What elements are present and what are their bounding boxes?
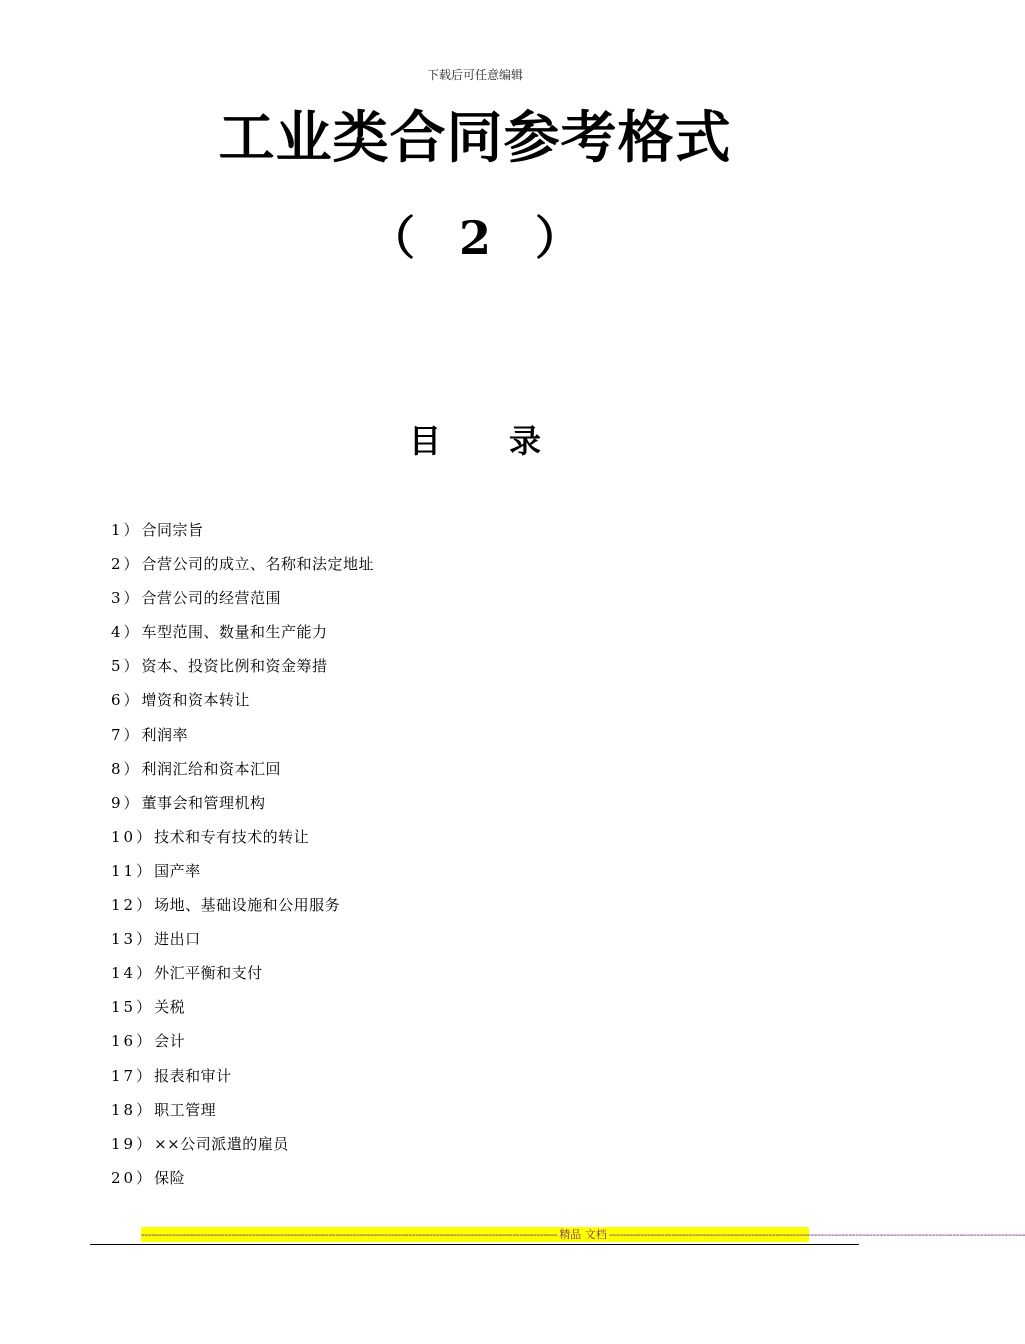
footer-dashes-right: ------------------------------------------------------------------------------------------------------------------------ [608,1228,1025,1241]
document-title: 工业类合同参考格式 [218,105,732,171]
toc-item [111,927,374,961]
toc-item-number: 2） [111,555,142,574]
toc-item [111,1064,374,1098]
toc-item-label: 车型范围、数量和生产能力 [141,623,328,642]
toc-item-number: 10） [111,827,155,846]
toc-item-number: 3） [111,589,142,608]
toc-item-number: 1） [111,521,142,539]
toc-item [111,859,374,893]
toc-item-label: 报表和审计 [154,1066,232,1085]
toc-item-number: 6） [111,691,142,710]
toc-item-number: 18） [111,1100,155,1119]
toc-item-number: 4） [111,623,142,642]
toc-item-number: 16） [111,1032,155,1051]
toc-item-number: 5） [111,657,142,676]
footer-rule [90,1244,859,1245]
header-note: 下载后可任意编辑 [426,68,523,82]
toc-item-label: 保险 [154,1168,186,1187]
toc-item-label: 利润汇给和资本汇回 [141,759,282,778]
toc-item [111,1132,374,1166]
toc-item-label: 进出口 [154,930,201,949]
toc-item-label: 资本、投资比例和资金筹措 [141,657,328,676]
footer-label: 精品 文档 [559,1228,607,1241]
toc-heading [0,418,950,464]
toc-item [111,995,374,1029]
toc-item-label: ××公司派遣的雇员 [154,1134,289,1153]
toc-item [111,1098,374,1132]
toc-item [111,620,374,654]
toc-item-label: 合营公司的经营范围 [141,589,282,608]
toc-item [111,757,374,791]
toc-item-label: 合营公司的成立、名称和法定地址 [141,555,375,574]
toc-item-label: 合同宗旨 [141,521,204,539]
toc-item-number: 12） [111,896,155,915]
toc-item-label: 职工管理 [154,1100,217,1119]
toc-item [111,791,374,825]
subtitle-number: 2 [458,211,491,265]
toc-item-number: 8） [111,759,142,778]
toc-item-label: 利润率 [141,725,189,744]
document-subtitle [0,205,950,271]
toc-item-number: 19） [111,1134,155,1153]
toc-item [111,688,374,722]
toc-item [111,961,374,995]
toc-item-number: 11） [111,861,155,880]
toc-item-label: 会计 [154,1032,186,1051]
toc-item-label: 技术和专有技术的转让 [154,827,310,846]
toc-item [111,893,374,927]
toc-list [111,518,374,1200]
toc-item [111,586,374,620]
toc-item-label: 增资和资本转让 [141,691,251,710]
toc-item [111,518,374,552]
toc-item [111,654,374,688]
toc-heading-left: 目 [408,422,441,460]
footer-band [141,1227,1025,1242]
toc-item [111,825,374,859]
toc-item-number: 7） [111,725,142,744]
toc-item [111,1029,374,1063]
subtitle-open-paren: （ [368,211,415,265]
toc-heading-right: 录 [509,422,542,460]
toc-item-number: 14） [111,964,155,983]
toc-item-label: 董事会和管理机构 [141,793,266,812]
toc-item [111,1166,374,1200]
toc-item-number: 17） [111,1066,155,1085]
toc-item-number: 15） [111,998,155,1017]
footer-dashes-left: ------------------------------------------------------------------------------------------------------------------------ [141,1228,558,1241]
toc-item-number: 13） [111,930,155,949]
toc-item [111,723,374,757]
toc-item-label: 外汇平衡和支付 [154,964,263,983]
toc-item-label: 场地、基础设施和公用服务 [154,896,341,915]
subtitle-close-paren: ） [535,211,581,265]
toc-item-number: 9） [111,793,142,812]
toc-item-label: 国产率 [154,861,201,880]
toc-item-number: 20） [111,1168,155,1187]
toc-item-label: 关税 [154,998,186,1017]
toc-item [111,552,374,586]
